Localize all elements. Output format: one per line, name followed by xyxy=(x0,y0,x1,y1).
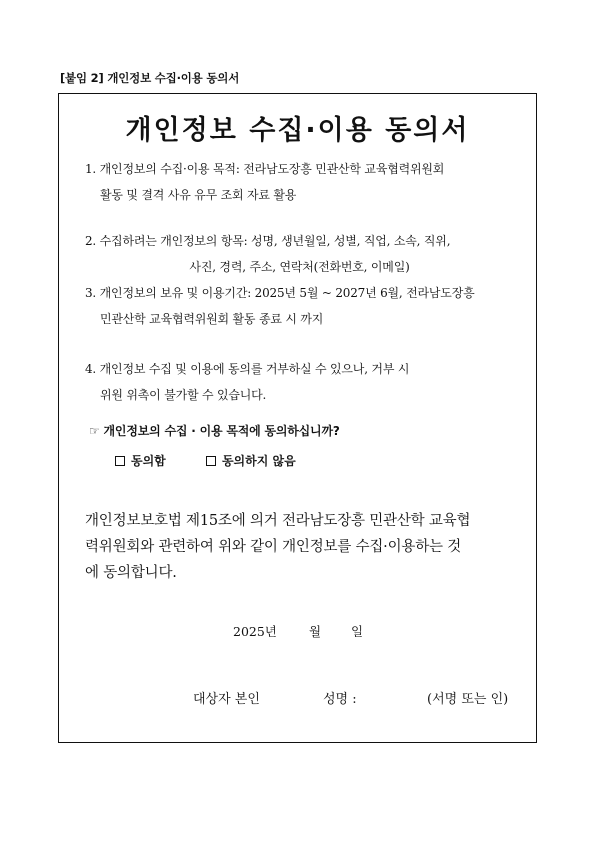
signature-subject: 대상자 본인 xyxy=(193,692,260,707)
date-line xyxy=(59,622,536,642)
date-day: 일 xyxy=(351,624,364,639)
consent-form-frame xyxy=(58,93,537,743)
signature-hint: (서명 또는 인) xyxy=(427,692,509,707)
item-refusal-notice-line-1: 4. 개인정보 수집 및 이용에 동의를 거부하실 수 있으나, 거부 시 xyxy=(85,362,410,376)
attachment-label: [붙임 2] 개인정보 수집·이용 동의서 xyxy=(60,71,240,85)
signature-line xyxy=(59,688,536,708)
item-purpose xyxy=(85,156,514,208)
disagree-checkbox[interactable] xyxy=(206,456,216,466)
item-purpose-line-1: 1. 개인정보의 수집·이용 목적: 전라남도장흥 민관산학 교육협력위원회 xyxy=(85,162,445,176)
agree-checkbox[interactable] xyxy=(115,456,125,466)
item-collected-fields xyxy=(85,228,514,280)
consent-statement-line-3: 에 동의합니다. xyxy=(85,565,177,581)
item-collected-fields-line-1: 2. 수집하려는 개인정보의 항목: 성명, 생년월일, 성별, 직업, 소속, 직위, xyxy=(85,234,451,248)
agree-option[interactable] xyxy=(115,452,166,469)
item-collected-fields-line-2: 사진, 경력, 주소, 연락처(전화번호, 이메일) xyxy=(189,260,410,274)
disagree-label: 동의하지 않음 xyxy=(221,454,296,468)
item-refusal-notice-line-2: 위원 위촉이 불가할 수 있습니다. xyxy=(100,388,267,402)
disagree-option[interactable] xyxy=(206,452,296,469)
signature-name-label: 성명 : xyxy=(323,692,357,707)
item-refusal-notice xyxy=(85,356,514,408)
item-retention-period-line-2: 민관산학 교육협력위원회 활동 종료 시 까지 xyxy=(100,312,324,326)
date-year: 2025년 xyxy=(233,624,277,639)
consent-statement-line-2: 력위원회와 관련하여 위와 같이 개인정보를 수집·이용하는 것 xyxy=(85,539,462,555)
item-purpose-line-2: 활동 및 결격 사유 유무 조회 자료 활용 xyxy=(100,188,297,202)
date-month: 월 xyxy=(309,624,322,639)
item-retention-period-line-1: 3. 개인정보의 보유 및 이용기간: 2025년 5월 ~ 2027년 6월, 전라남도장흥 xyxy=(85,286,475,300)
consent-options xyxy=(115,452,332,469)
document-title: 개인정보 수집·이용 동의서 xyxy=(125,115,470,146)
consent-statement-line-1: 개인정보보호법 제15조에 의거 전라남도장흥 민관산학 교육협 xyxy=(85,513,471,529)
agree-label: 동의함 xyxy=(131,454,166,468)
item-retention-period xyxy=(85,280,514,332)
consent-statement xyxy=(85,508,518,586)
consent-question: ☞ 개인정보의 수집 · 이용 목적에 동의하십니까? xyxy=(89,424,340,438)
